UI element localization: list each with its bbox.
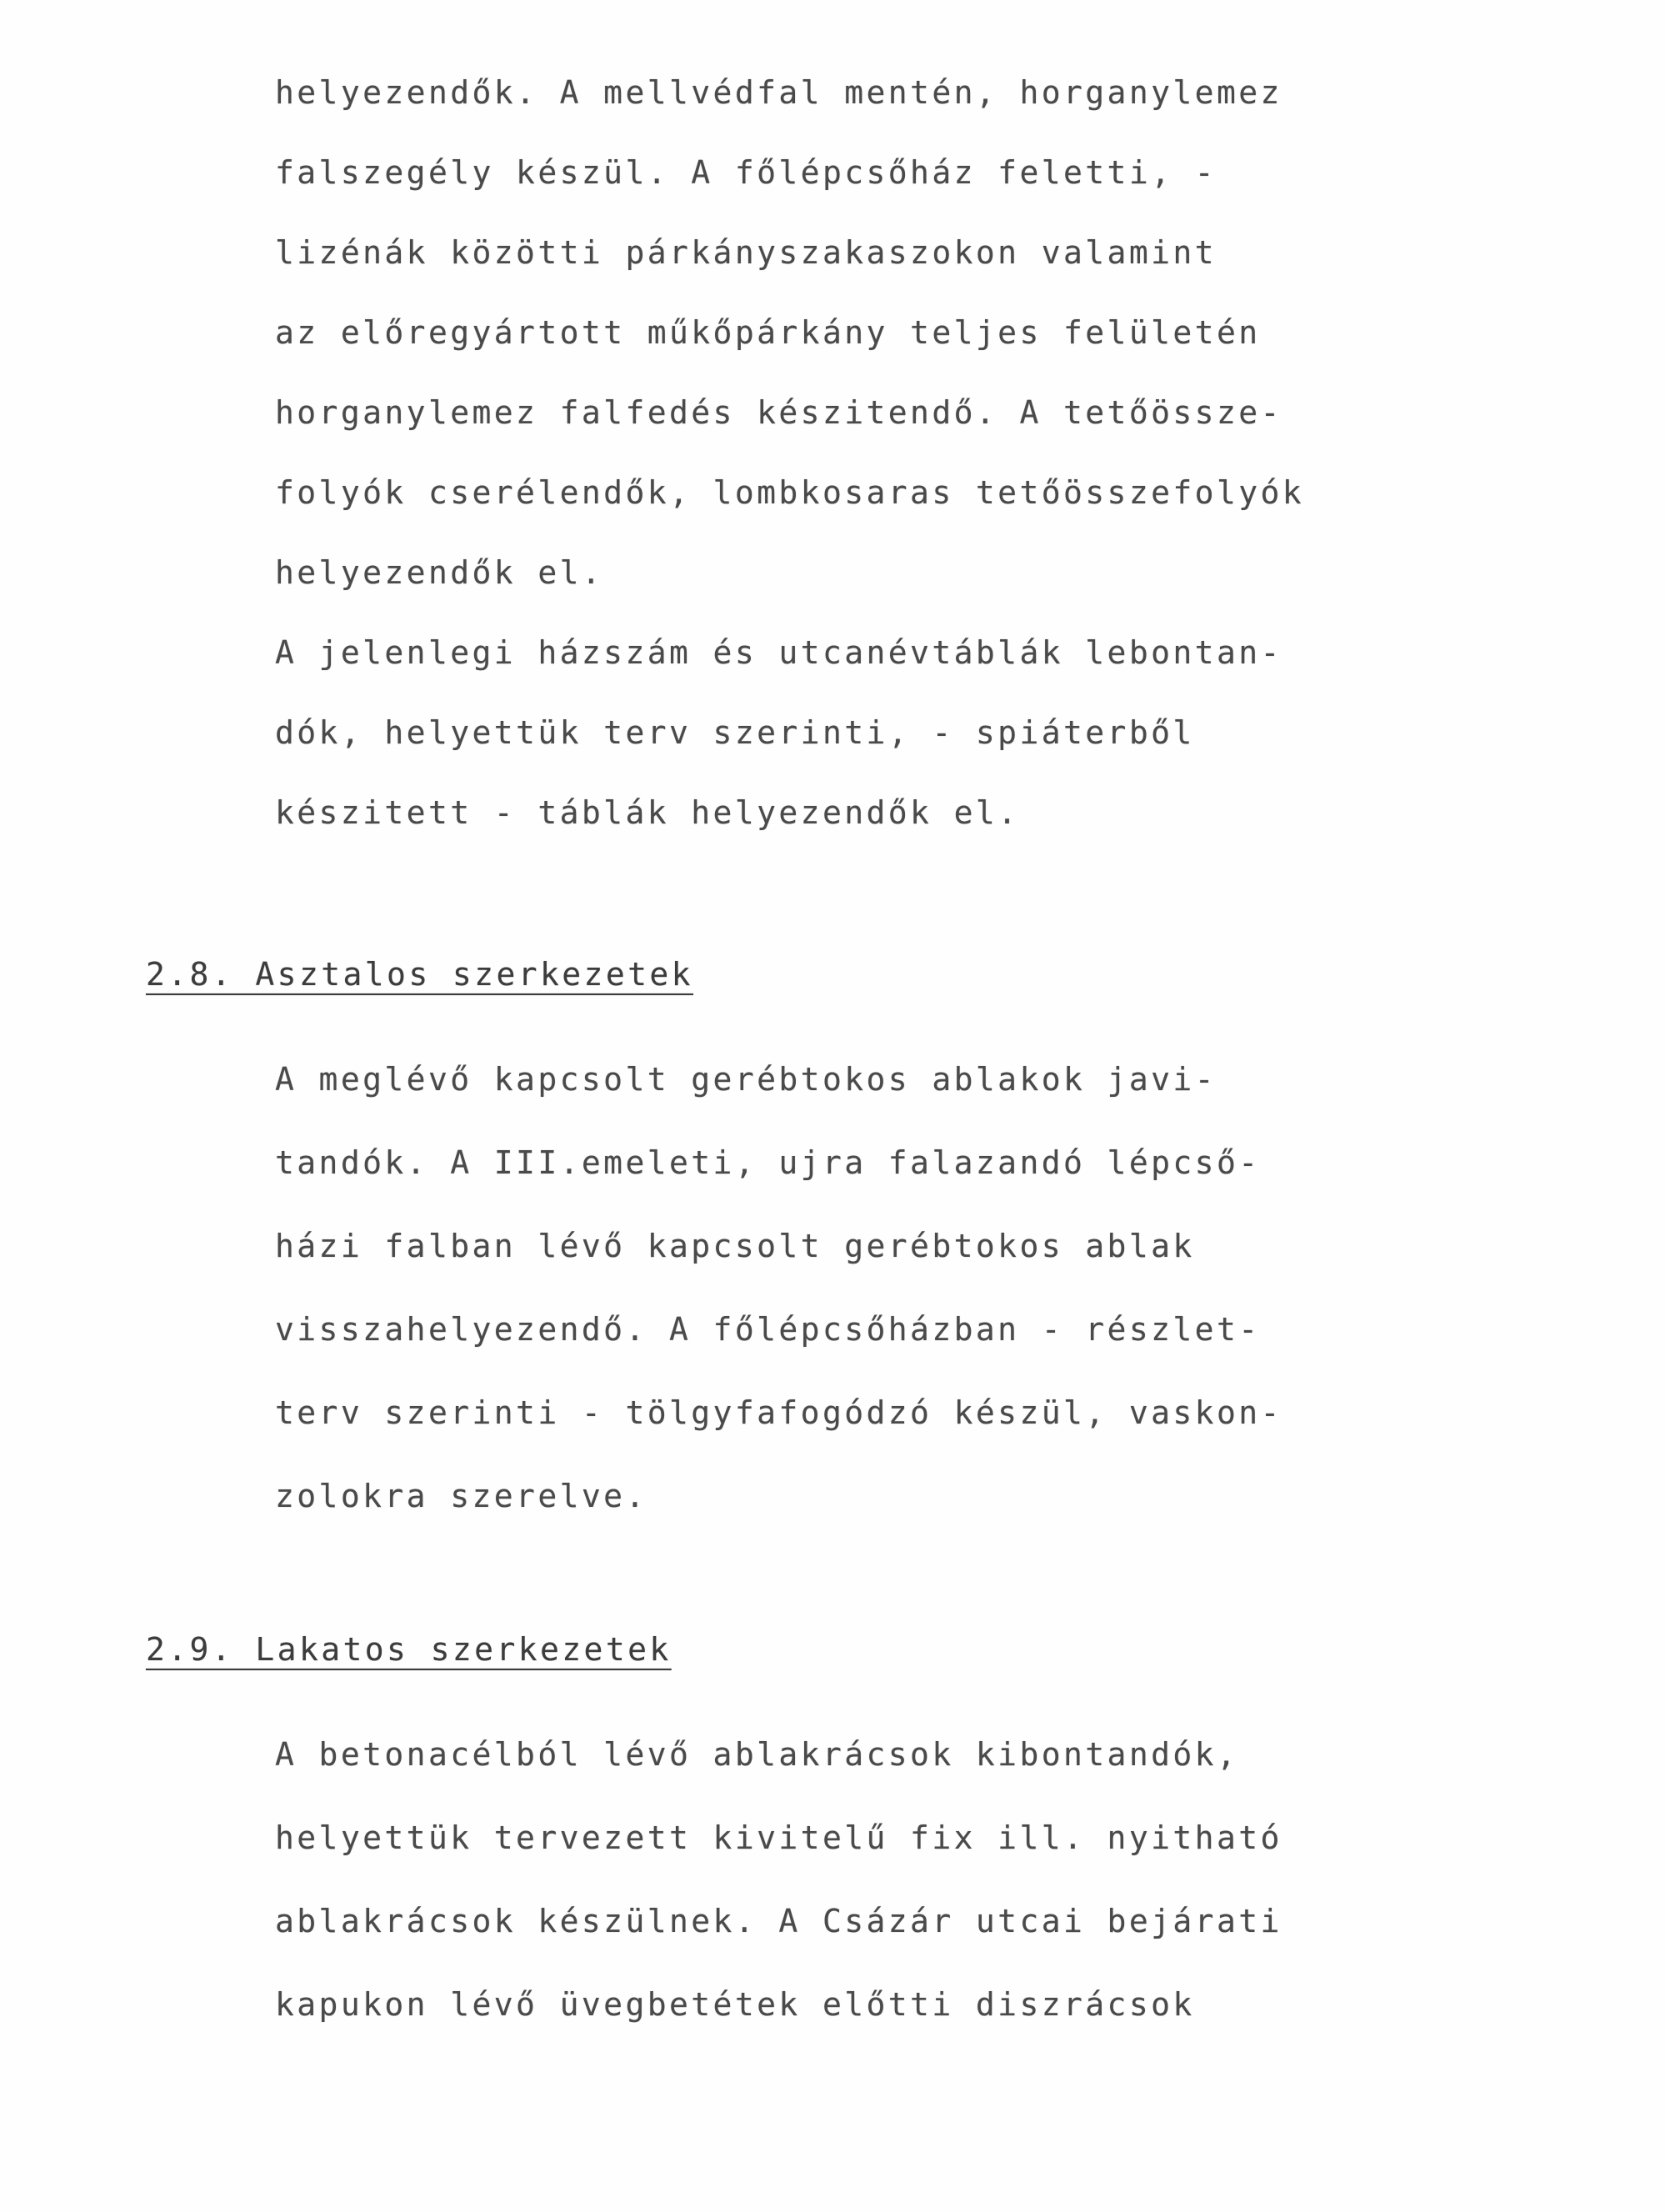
text-line: az előregyártott műkőpárkány teljes felületén: [275, 314, 1261, 351]
text-line: terv szerinti - tölgyfafogódzó készül, vaskon-: [275, 1394, 1282, 1431]
text-line: A jelenlegi házszám és utcanévtáblák lebontan-: [275, 634, 1282, 671]
text-line: A meglévő kapcsolt gerébtokos ablakok javi-: [275, 1061, 1217, 1098]
text-line: tandók. A III.emeleti, ujra falazandó lépcső-: [275, 1144, 1261, 1181]
section-heading-2-9: 2.9. Lakatos szerkezetek: [146, 1631, 672, 1668]
text-line: folyók cserélendők, lombkosaras tetőösszefolyók: [275, 474, 1305, 511]
text-line: dók, helyettük terv szerinti, - spiáterből: [275, 714, 1195, 751]
text-line: falszegély készül. A főlépcsőház feletti, -: [275, 154, 1217, 191]
text-line: kapukon lévő üvegbetétek előtti diszrácsok: [275, 1986, 1195, 2023]
text-line: zolokra szerelve.: [275, 1478, 648, 1514]
text-line: ablakrácsok készülnek. A Csázár utcai bejárati: [275, 1903, 1282, 1939]
text-line: visszahelyezendő. A főlépcsőházban - részlet-: [275, 1311, 1261, 1348]
text-line: lizénák közötti párkányszakaszokon valamint: [275, 234, 1217, 271]
text-line: helyettük tervezett kivitelű fix ill. nyitható: [275, 1819, 1282, 1856]
text-line: készitett - táblák helyezendők el.: [275, 794, 1020, 831]
text-line: helyezendők. A mellvédfal mentén, horganylemez: [275, 74, 1282, 111]
text-line: A betonacélból lévő ablakrácsok kibontandók,: [275, 1736, 1239, 1773]
text-line: helyezendők el.: [275, 554, 604, 591]
text-line: horganylemez falfedés készitendő. A tetőössze-: [275, 394, 1282, 431]
text-line: házi falban lévő kapcsolt gerébtokos ablak: [275, 1228, 1195, 1264]
section-heading-2-8: 2.8. Asztalos szerkezetek: [146, 956, 693, 993]
